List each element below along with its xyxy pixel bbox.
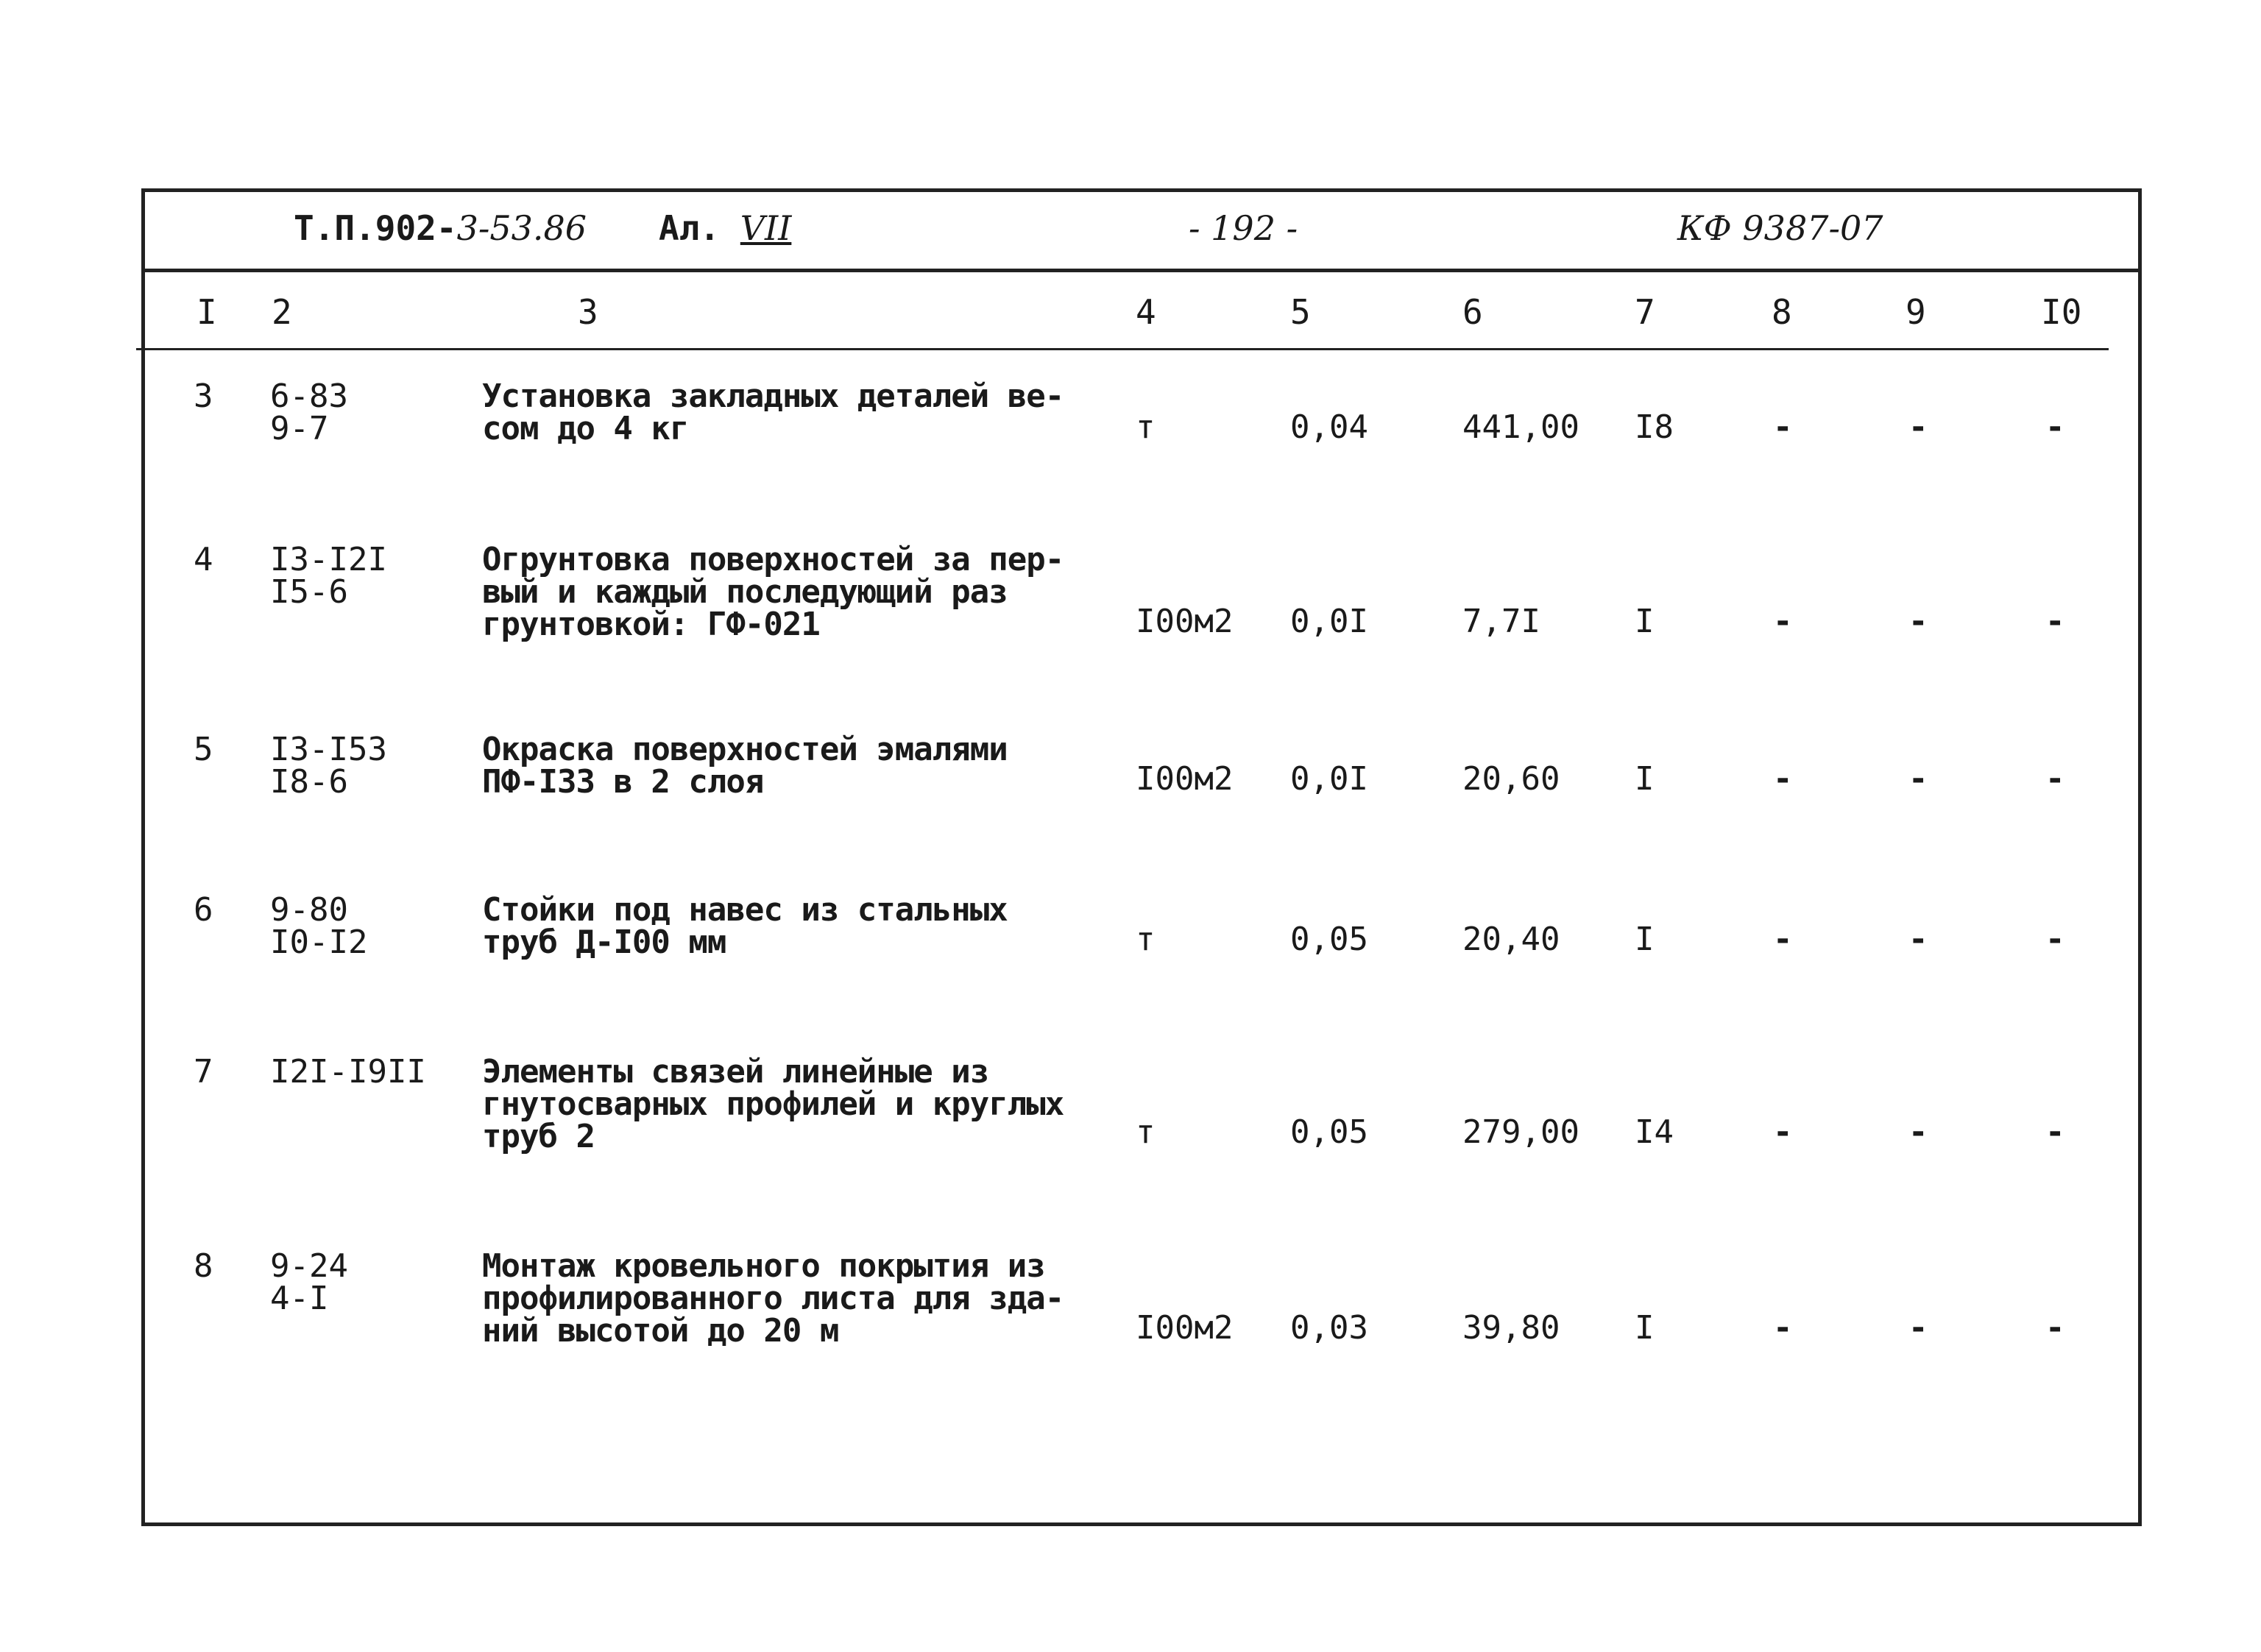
work-description: Окраска поверхностей эмалями ПФ-I33 в 2 слоя	[482, 731, 1008, 801]
unit-price: 39,80	[1462, 1309, 1560, 1347]
column-header-divider	[136, 348, 2109, 350]
col9-value: -	[1908, 760, 1928, 798]
quantity: 0,04	[1290, 408, 1368, 446]
unit-price: 20,40	[1462, 921, 1560, 958]
unit-price: 20,60	[1462, 760, 1560, 798]
unit: I00м2	[1136, 603, 1234, 640]
unit-price: 441,00	[1462, 408, 1579, 446]
col9-value: -	[1908, 921, 1928, 958]
unit-price: 279,00	[1462, 1113, 1579, 1151]
col-header-1: I	[197, 292, 217, 332]
col-header-10: I0	[2041, 292, 2082, 332]
estimate-sheet	[141, 188, 2142, 1526]
col7-value: I4	[1635, 1113, 1674, 1151]
row-number: 3	[194, 377, 213, 415]
row-number: 8	[194, 1247, 213, 1285]
col8-value: -	[1773, 603, 1793, 640]
row-number: 5	[194, 731, 213, 768]
quantity: 0,05	[1290, 921, 1368, 958]
quantity: 0,0I	[1290, 603, 1368, 640]
unit-price: 7,7I	[1462, 603, 1540, 640]
col-header-3: 3	[578, 292, 598, 332]
col-header-5: 5	[1290, 292, 1311, 332]
quantity: 0,0I	[1290, 760, 1368, 798]
work-code: I3-I2I I5-6	[270, 541, 387, 611]
work-code: 9-24 4-I	[270, 1247, 348, 1317]
col10-value: -	[2045, 921, 2065, 958]
col10-value: -	[2045, 1113, 2065, 1151]
row-number: 7	[194, 1053, 213, 1091]
col8-value: -	[1773, 1113, 1793, 1151]
col-header-6: 6	[1462, 292, 1483, 332]
header-divider	[145, 269, 2138, 272]
work-description: Установка закладных деталей ве- сом до 4 кг	[482, 377, 1064, 447]
col7-value: I	[1635, 603, 1655, 640]
col8-value: -	[1773, 760, 1793, 798]
col-header-4: 4	[1136, 292, 1156, 332]
unit: т	[1136, 408, 1156, 446]
unit: т	[1136, 921, 1156, 958]
col10-value: -	[2045, 408, 2065, 446]
album-label: Ал.	[659, 208, 721, 248]
doc-code-prefix: Т.П.902-	[294, 208, 457, 248]
work-code: I2I-I9II	[270, 1053, 426, 1091]
album-number: VII	[740, 208, 792, 248]
col-header-8: 8	[1772, 292, 1792, 332]
col-header-7: 7	[1635, 292, 1655, 332]
col8-value: -	[1773, 1309, 1793, 1347]
unit: т	[1136, 1113, 1156, 1151]
quantity: 0,03	[1290, 1309, 1368, 1347]
doc-code-handwritten: 3-53.86	[456, 208, 587, 248]
col10-value: -	[2045, 603, 2065, 640]
col8-value: -	[1773, 408, 1793, 446]
unit: I00м2	[1136, 1309, 1234, 1347]
col9-value: -	[1908, 1309, 1928, 1347]
row-number: 6	[194, 891, 213, 929]
col9-value: -	[1908, 1113, 1928, 1151]
work-description: Элементы связей линейные из гнутосварных профилей и круглых труб 2	[482, 1053, 1064, 1155]
col7-value: I	[1635, 1309, 1655, 1347]
work-description: Стойки под навес из стальных труб Д-I00 мм	[482, 891, 1008, 961]
page-number: - 192 -	[1189, 208, 1298, 248]
col9-value: -	[1908, 408, 1928, 446]
quantity: 0,05	[1290, 1113, 1368, 1151]
row-number: 4	[194, 541, 213, 578]
registry-code: КФ 9387-07	[1677, 208, 1883, 248]
work-code: 6-83 9-7	[270, 377, 348, 447]
col9-value: -	[1908, 603, 1928, 640]
work-description: Огрунтовка поверхностей за пер- вый и каждый последующий раз грунтовкой: ГФ-021	[482, 541, 1064, 643]
work-description: Монтаж кровельного покрытия из профилированного листа для зда- ний высотой до 20 м	[482, 1247, 1064, 1350]
work-code: 9-80 I0-I2	[270, 891, 368, 961]
col-header-2: 2	[272, 292, 292, 332]
col8-value: -	[1773, 921, 1793, 958]
unit: I00м2	[1136, 760, 1234, 798]
col10-value: -	[2045, 1309, 2065, 1347]
col7-value: I	[1635, 921, 1655, 958]
col10-value: -	[2045, 760, 2065, 798]
work-code: I3-I53 I8-6	[270, 731, 387, 801]
col7-value: I	[1635, 760, 1655, 798]
album-ref	[659, 208, 791, 248]
doc-code	[294, 208, 587, 248]
col7-value: I8	[1635, 408, 1674, 446]
col-header-9: 9	[1906, 292, 1926, 332]
